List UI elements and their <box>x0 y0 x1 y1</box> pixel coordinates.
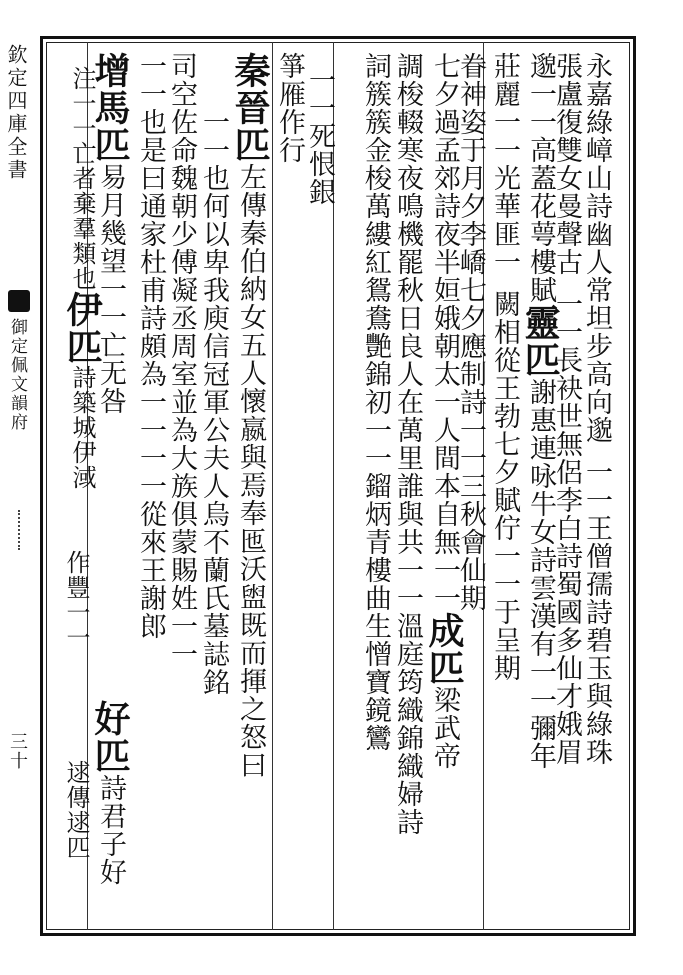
text-column: 詞簇簇金梭萬縷紅鴛鴦艷錦初一一鎦炳青樓曲生憎寶鏡鸞 <box>360 52 391 752</box>
text-column: 張盧復雙女曼聲古一一長袂世無侶李白詩蜀國多仙才娥眉 <box>551 52 582 766</box>
page-number: 三十 <box>7 732 28 770</box>
text-column: 注一一亡者棄羣類也伊匹詩築城伊淢 <box>61 66 103 490</box>
text-column: 箏雁作行 <box>274 52 305 164</box>
headword: 靈匹 <box>519 304 561 378</box>
sub-title: 御定佩文韻府 <box>7 318 27 432</box>
headword: 秦晉匹 <box>229 52 271 163</box>
text-column: 莊麗一一光華匪一闕相從王勃七夕賦佇一一于呈期 <box>489 52 520 682</box>
gutter-dots <box>18 510 22 550</box>
headword: 好匹 <box>89 700 131 774</box>
text-column: 逑傳逑匹 <box>62 760 90 860</box>
fish-tail-mark-icon <box>8 290 30 312</box>
text-column: 秦晉匹左傳秦伯納女五人懷嬴與焉奉匜沃盥既而揮之怒曰 <box>229 52 271 779</box>
text-column: 司空佐命魏朝少傅凝丞周室並為大族俱蒙賜姓一一 <box>166 52 197 668</box>
text-column: 眷神姿于月夕李嶠七夕應制詩一一三秋會仙期 <box>455 52 486 612</box>
book-title: 欽定四庫全書 <box>4 44 28 182</box>
text-column: 一一也何以卑我庾信冠軍公夫人烏不蘭氏墓誌銘 <box>198 108 229 696</box>
headword: 成匹 <box>423 612 465 686</box>
headword: 伊匹 <box>61 291 103 365</box>
text-column: 好匹詩君子好 <box>89 700 131 886</box>
text-column: 作豐一一 <box>62 550 90 650</box>
headword: 增馬匹 <box>89 52 131 163</box>
text-column: 邈一一高蓋花萼樓賦靈匹謝惠連咏牛女詩雲漢有一一彌年 <box>519 52 561 770</box>
text-column: 增馬匹易月幾望一一亡无咎 <box>89 52 131 415</box>
text-column: 七夕過孟郊詩夜半姮娥朝太一人間本自無一一成匹梁武帝 <box>423 52 465 770</box>
text-column: 永嘉綠嶂山詩幽人常坦步高向邈一一王僧孺詩碧玉與綠珠 <box>581 52 612 766</box>
column-rule <box>272 42 273 930</box>
text-column: 調梭輟寒夜鳴機罷秋日良人在萬里誰與共一一溫庭筠織錦織婦詩 <box>392 52 423 836</box>
text-column: 一一也是曰通家杜甫詩頗為一一一一從來王謝郎 <box>135 52 166 640</box>
text-column: 一一死恨銀 <box>304 66 335 206</box>
